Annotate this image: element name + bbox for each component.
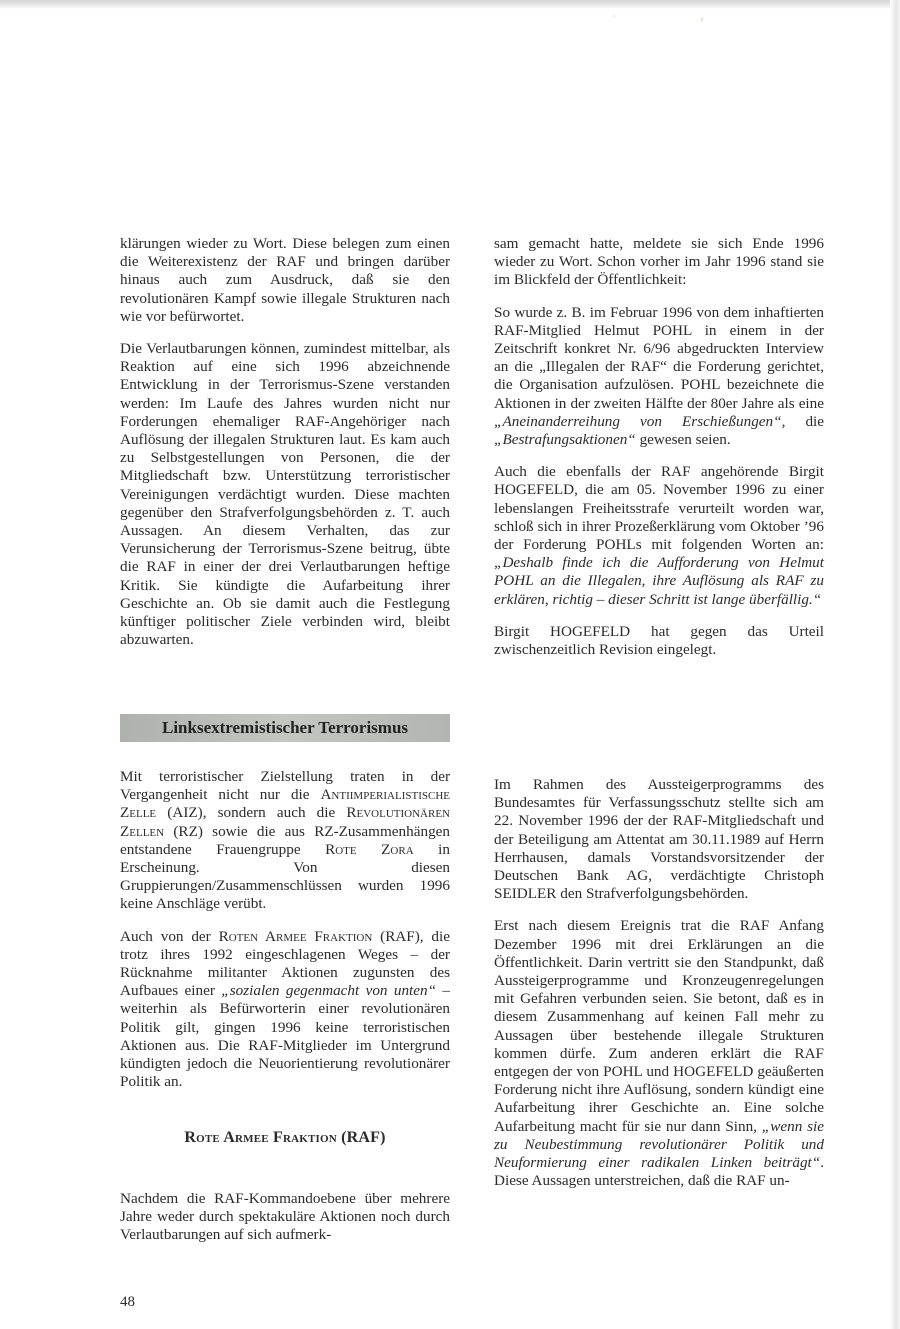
paragraph: Nachdem die RAF-Kommandoebene über mehrere Jahre weder durch spektakuläre Aktionen noch durch Verlautbarungen auf sich aufmerk- bbox=[120, 1189, 450, 1244]
paragraph: sam gemacht hatte, meldete sie sich Ende 1996 wieder zu Wort. Schon vorher im Jahr 1996 stand sie im Blickfeld der Öffentlichkeit: bbox=[494, 235, 824, 289]
paragraph: So wurde z. B. im Februar 1996 von dem inhaftierten RAF-Mitglied Helmut POHL in einem in der Zeitschrift konkret Nr. 6/96 abgedruckten Interview an die „Illegalen der RAF“ die Forderung gerichtet, die Organisation aufzulösen. POHL bezeichnete die Aktionen in der zweiten Hälfte der 80er Jahre als eine „Aneinanderreihung von Erschießungen“, die „Bestrafungsaktionen“ gewesen seien. bbox=[494, 303, 825, 449]
right-column-bottom bbox=[494, 776, 824, 1190]
left-column-top bbox=[120, 235, 450, 649]
scan-specks: ¨ ⸗ bbox=[612, 14, 704, 25]
right-column-top bbox=[494, 235, 824, 659]
left-column-bottom bbox=[120, 768, 450, 1244]
paragraph: Auch die ebenfalls der RAF angehörende Birgit HOGEFELD, die am 05. November 1996 zu einer lebenslangen Freiheitsstrafe verurteilt worden war, schloß sich in ihrer Prozeßerklärung vom Oktober ’96 der Forderung POHLs mit folgenden Worten an: „Deshalb finde ich die Aufforderung von Helmut POHL an die Illegalen, ihre Auflösung als RAF zu erklären, richtig – dieser Schritt ist lange überfällig.“ bbox=[494, 463, 824, 608]
scan-top-edge bbox=[0, 0, 892, 9]
paragraph: Im Rahmen des Aussteigerprogramms des Bundesamtes für Verfassungsschutz stellte sich am 22. November 1996 der der RAF-Mitgliedschaft und der Beteiligung am Attentat am 30.11.1989 auf Herrn Herrhausen, damals Vorstandsvorsitzender der Deutschen Bank AG, verdächtigte Christoph SEIDLER den Strafverfolgungsbehörden. bbox=[494, 776, 824, 903]
section-heading: Rote Armee Fraktion (RAF) bbox=[184, 1129, 386, 1147]
paragraph: Auch von der Roten Armee Fraktion (RAF), die trotz ihres 1992 eingeschlagenen Weges – der Rücknahme militanter Aktionen zugunsten des Aufbaues einer „sozialen gegenmacht von unten“ – weiterhin als Befürworterin einer revolutionären Politik gilt, gingen 1996 keine terroristischen Aktionen aus. Die RAF-Mitglieder im Untergrund kündigten jedoch die Neuorientierung revolutionärer Politik an. bbox=[120, 927, 450, 1091]
paragraph: klärungen wieder zu Wort. Diese belegen zum einen die Weiterexistenz der RAF und bringen darüber hinaus auch zum Ausdruck, daß sie den revolutionären Kampf sowie illegale Strukturen nach wie vor befürwortet. bbox=[120, 235, 450, 325]
paragraph: Mit terroristischer Zielstellung traten in der Vergangenheit nicht nur die Antiimperialistische Zelle (AIZ), sondern auch die Revolutionären Zellen (RZ) sowie die aus RZ-Zusammenhängen entstandene Frauengruppe Rote Zora in Erscheinung. Von diesen Gruppierungen/Zusammenschlüssen wurden 1996 keine Anschläge verübt. bbox=[120, 768, 450, 913]
paragraph: Die Verlautbarungen können, zumindest mittelbar, als Reaktion auf eine sich 1996 abzeichnende Entwicklung in der Terrorismus-Szene verstanden werden: Im Laufe des Jahres wurden nicht nur Forderungen ehemaliger RAF-Angehöriger nach Auflösung der illegalen Strukturen laut. Es kam auch zu Selbstgestellungen von Personen, die der Mitgliedschaft bzw. Unterstützung terroristischer Vereinigungen verdächtigt wurden. Diese machten gegenüber den Strafverfolgungsbehörden z. T. auch Aussagen. An diesem Verhalten, das zur Verunsicherung der Terrorismus-Szene beitrug, übte die RAF in einer der drei Verlautbarungen heftige Kritik. Sie kündigte die Aufarbeitung ihrer Geschichte an. Ob sie damit auch die Festlegung künftiger politischer Ziele verbinden wird, bleibt abzuwarten. bbox=[120, 340, 450, 649]
section-banner: Linksextremistischer Terrorismus bbox=[120, 714, 450, 742]
paragraph: Erst nach diesem Ereignis trat die RAF Anfang Dezember 1996 mit drei Erklärungen an die Öffentlichkeit. Darin vertritt sie den Standpunkt, daß Aussteigerprogramme und Kronzeugenregelungen mit Gefahren verbunden seien. Sie betont, daß es in diesem Zusammenhang auf keinen Fall mehr zu Aussagen über bestehende illegale Strukturen kommen dürfe. Zum anderen erklärt die RAF entgegen der von POHL und HOGEFELD geäußerten Forderung nicht ihre Auflösung, sondern kündigt eine Aufarbeitung ihrer Geschichte an. Eine solche Aufarbeitung macht für sie nur dann Sinn, „wenn sie zu Neubestimmung revolutionärer Politik und Neuformierung einer radikalen Linken beiträgt“. Diese Aussagen unterstreichen, daß die RAF un- bbox=[494, 917, 824, 1190]
paragraph: Birgit HOGEFELD hat gegen das Urteil zwischenzeitlich Revision eingelegt. bbox=[494, 622, 824, 659]
scan-right-edge bbox=[890, 0, 900, 1329]
page-number: 48 bbox=[120, 1294, 135, 1310]
